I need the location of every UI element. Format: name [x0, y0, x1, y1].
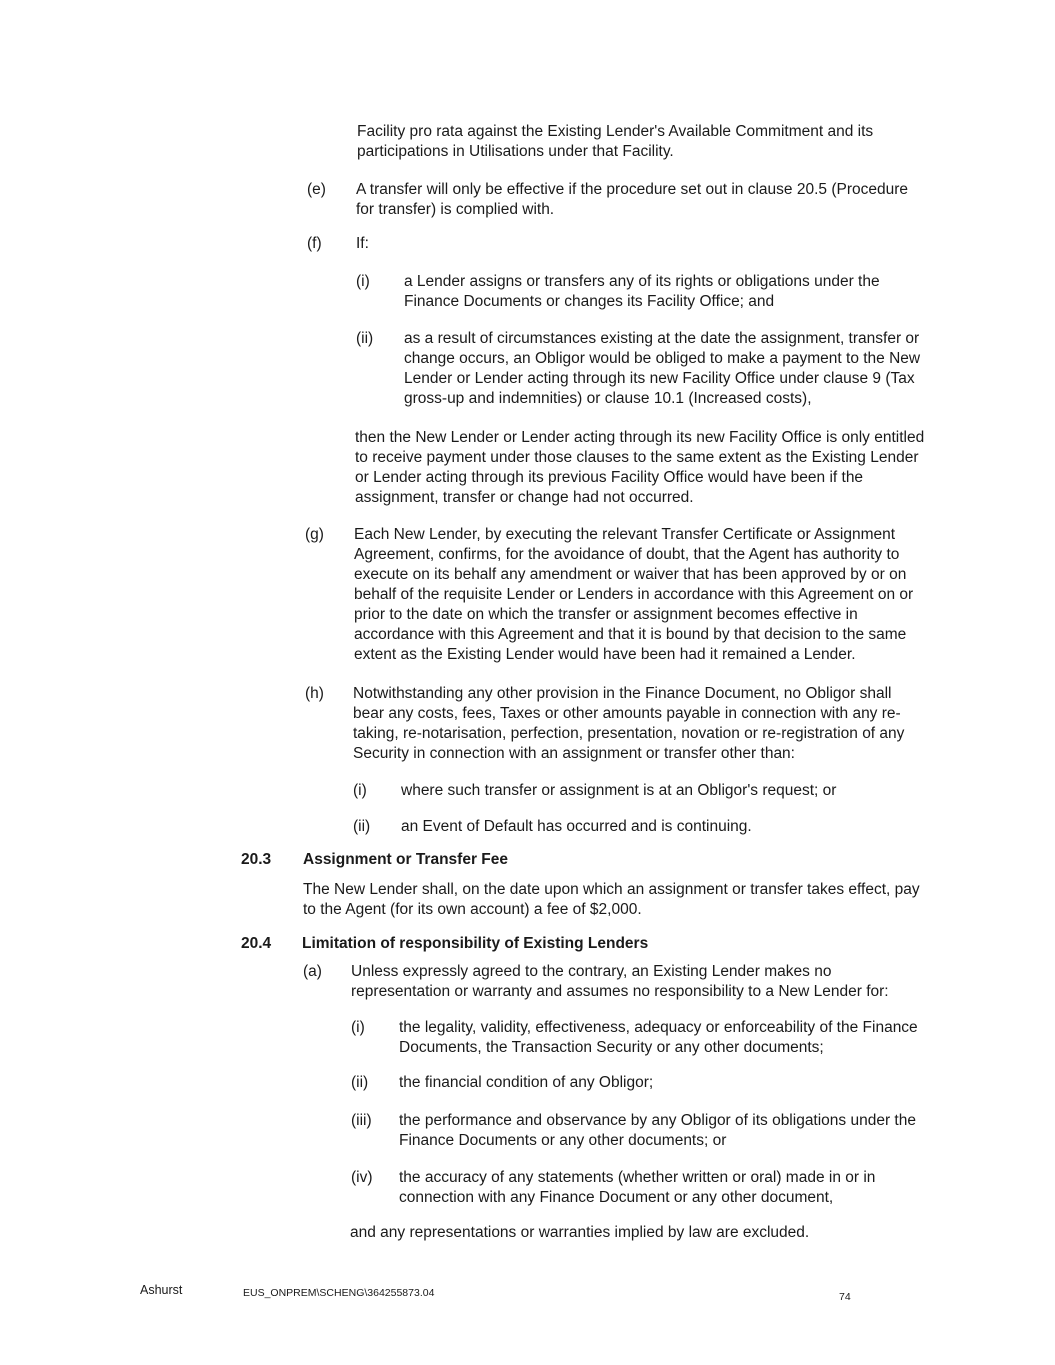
clause-20-4-i-text: the legality, validity, effectiveness, adequacy or enforceability of the Finance Documents, the Transaction Security or any other documents; [399, 1019, 918, 1056]
clause-20-4-heading: Limitation of responsibility of Existing Lenders [302, 935, 649, 952]
clause-h-ii-text: an Event of Default has occurred and is continuing. [401, 818, 752, 835]
clause-g-text: Each New Lender, by executing the relevant Transfer Certificate or Assignment Agreement, confirms, for the avoidance of doubt, that the Agent has authority to execute on its behalf any amendment or waiver that has been approved by or on behalf of the requisite Lender or Lenders in accordance with this Agreement on or prior to the date on which the transfer or assignment becomes effective in accordance with this Agreement and that it is bound by that decision to the same extent as the Existing Lender would have been had it remained a Lender. [354, 526, 914, 663]
clause-f-ii-label: (ii) [356, 330, 374, 347]
clause-e-text: A transfer will only be effective if the procedure set out in clause 20.5 (Procedure for transfer) is complied with. [356, 181, 908, 218]
clause-h-i-text: where such transfer or assignment is at an Obligor's request; or [401, 782, 837, 799]
clause-20-4-iii-label: (iii) [351, 1112, 372, 1129]
clause-20-4-i-label: (i) [351, 1019, 365, 1036]
clause-20-3-text: The New Lender shall, on the date upon which an assignment or transfer takes effect, pay to the Agent (for its own account) a fee of $2,000. [303, 881, 920, 918]
footer-page-number: 74 [839, 1291, 851, 1303]
clause-label-f: (f) [307, 235, 322, 252]
clause-20-3-heading: Assignment or Transfer Fee [303, 851, 509, 868]
clause-20-4-a-label: (a) [303, 963, 322, 980]
clause-h-text: Notwithstanding any other provision in the Finance Document, no Obligor shall bear any costs, fees, Taxes or other amounts payable in connection with any re-taking, re-notarisation, perfection, presentation, novation or re-registration of any Security in connection with an assignment or transfer other than: [353, 685, 905, 762]
clause-20-4-ii-text: the financial condition of any Obligor; [399, 1074, 654, 1091]
clause-f-text: If: [356, 235, 369, 252]
clause-20-4-tail: and any representations or warranties implied by law are excluded. [350, 1224, 810, 1241]
footer-firm-name: Ashurst [140, 1283, 183, 1297]
clause-20-3-number: 20.3 [241, 851, 272, 868]
clause-20-4-iii-text: the performance and observance by any Obligor of its obligations under the Finance Documents or any other documents; or [399, 1112, 916, 1149]
clause-h-i-label: (i) [353, 782, 367, 799]
clause-f-i-text: a Lender assigns or transfers any of its rights or obligations under the Finance Documents or changes its Facility Office; and [404, 273, 880, 310]
clause-f-tail: then the New Lender or Lender acting through its new Facility Office is only entitled to receive payment under those clauses to the same extent as the Existing Lender or Lender acting through its previous Facility Office would have been if the assignment, transfer or change had not occurred. [355, 429, 925, 506]
clause-20-4-iv-text: the accuracy of any statements (whether written or oral) made in or in connection with any Finance Document or any other document, [399, 1169, 876, 1206]
clause-20-4-ii-label: (ii) [351, 1074, 369, 1091]
clause-label-e: (e) [307, 181, 326, 198]
footer-document-reference: EUS_ONPREM\SCHENG\364255873.04 [243, 1287, 435, 1299]
clause-h-ii-label: (ii) [353, 818, 371, 835]
clause-20-4-number: 20.4 [241, 935, 272, 952]
clause-label-h: (h) [305, 685, 324, 702]
clause-f-ii-text: as a result of circumstances existing at the date the assignment, transfer or change occurs, an Obligor would be obliged to make a payment to the New Lender or Lender acting through its new Facility Office under clause 9 (Tax gross-up and indemnities) or clause 10.1 (Increased costs), [404, 330, 921, 407]
clause-label-g: (g) [305, 526, 324, 543]
clause-f-i-label: (i) [356, 273, 370, 290]
clause-20-4-a-text: Unless expressly agreed to the contrary, an Existing Lender makes no representation or warranty and assumes no responsibility to a New Lender for: [351, 963, 889, 1000]
continuation-paragraph: Facility pro rata against the Existing Lender's Available Commitment and its participations in Utilisations under that Facility. [357, 123, 874, 160]
clause-20-4-iv-label: (iv) [351, 1169, 373, 1186]
